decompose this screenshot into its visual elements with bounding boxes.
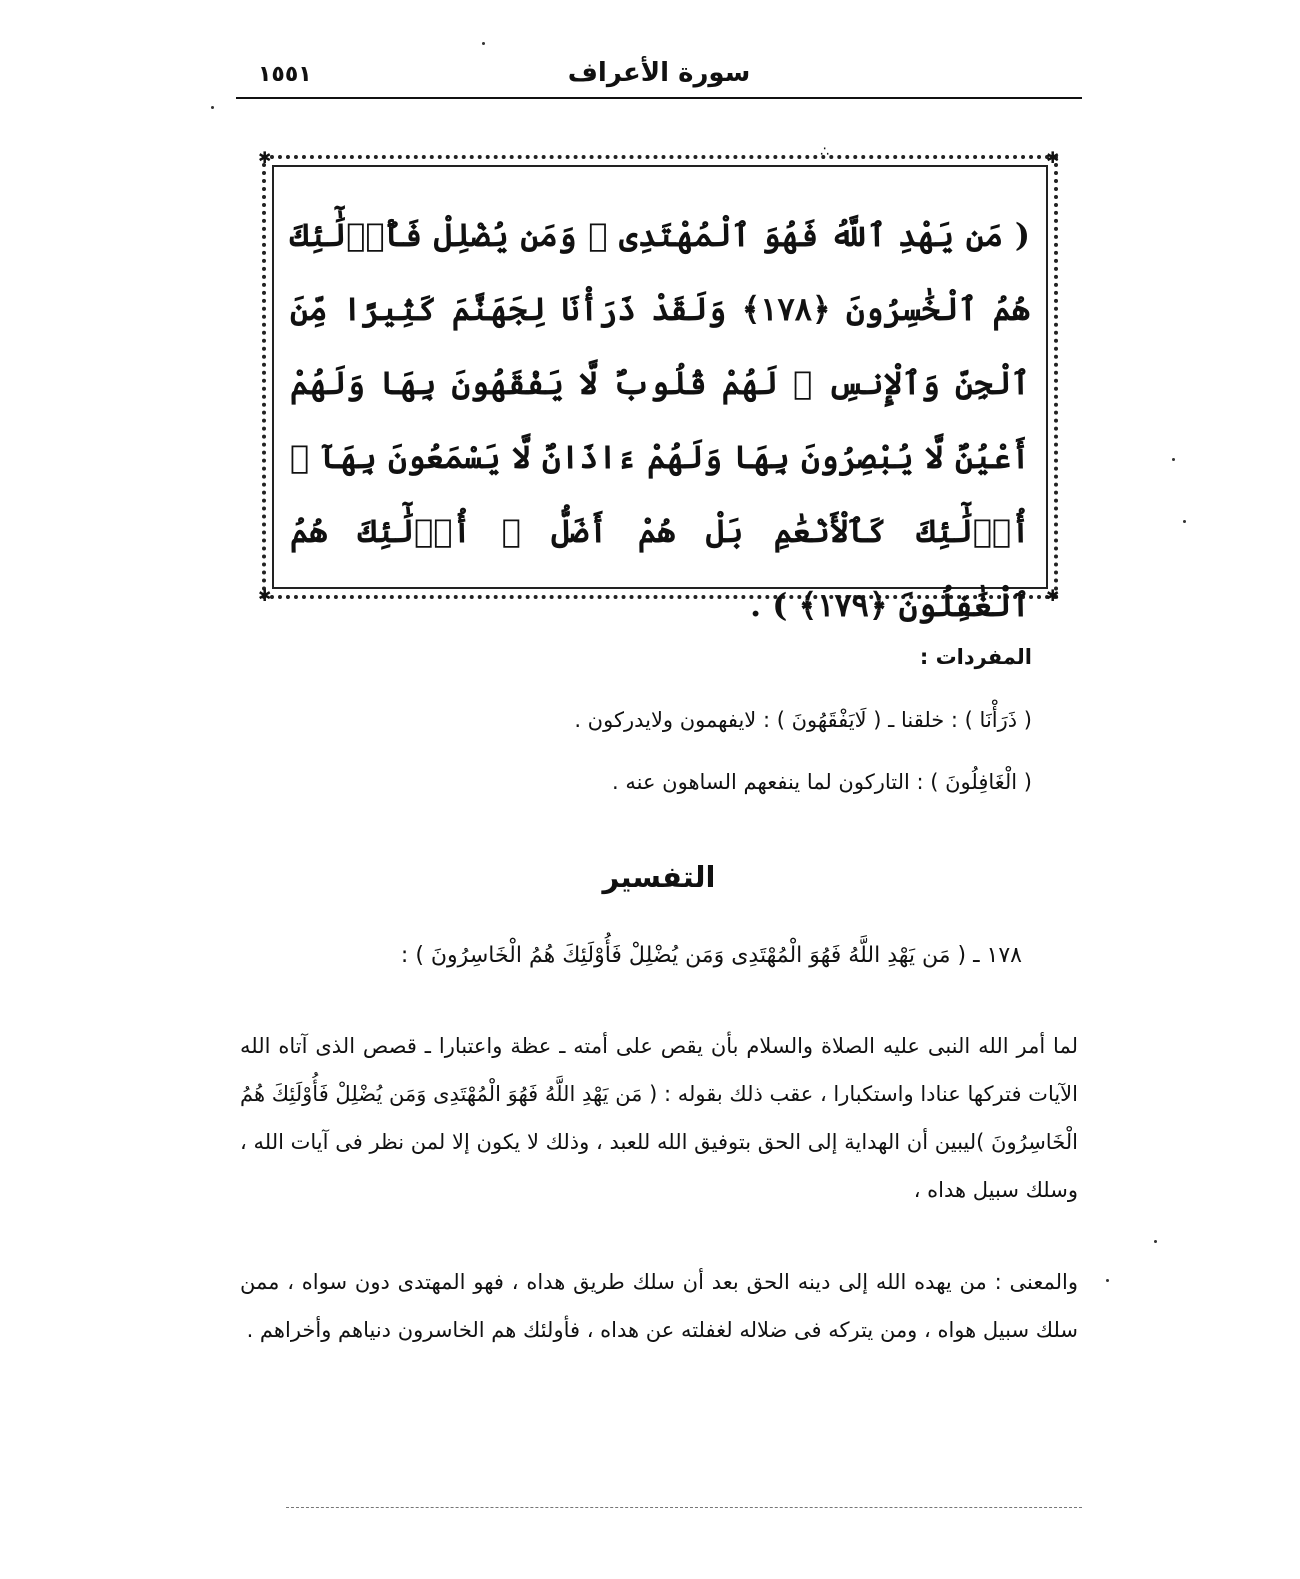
corner-star-icon: ✱ <box>1046 148 1060 167</box>
page-number: ١٥٥١ <box>258 62 312 87</box>
vocabulary-line: ( ذَرَأْنَا ) : خلقنا ـ ( لَايَفْقَهُونَ ) : لايفهمون ولايدركون . <box>574 708 1032 732</box>
header-divider <box>236 97 1082 99</box>
corner-star-icon: ✱ <box>258 586 272 605</box>
corner-star-icon: ✱ <box>258 148 272 167</box>
scan-speck <box>1183 520 1186 523</box>
scan-speck <box>1172 458 1175 461</box>
scan-speck <box>482 42 485 45</box>
tafsir-title: التفسير <box>602 860 716 894</box>
surah-title: سورة الأعراف <box>567 58 751 88</box>
frame-ornament-icon: ∴ <box>820 144 829 160</box>
tafsir-paragraph: لما أمر الله النبى عليه الصلاة والسلام بأن يقص على أمته ـ عظة واعتبارا ـ قصص الذى آتاه الله الآيات فتركها عنادا واستكبارا ، عقب ذلك بقوله : ( مَن يَهْدِ اللَّهُ فَهُوَ الْمُهْتَدِى وَمَن يُضْلِلْ فَأُوْلَئِكَ هُمُ الْخَاسِرُونَ )ليبين أن الهداية إلى الحق بتوفيق الله للعبد ، وذلك لا يكون إلا لمن نظر فى آيات الله ، وسلك سبيل هداه ، <box>240 1034 1078 1202</box>
tafsir-paragraph: والمعنى : من يهده الله إلى دينه الحق بعد أن سلك طريق هداه ، فهو المهتدى دون سواه ، ممن سلك سبيل هواه ، ومن يتركه فى ضلاله لغفلته عن هداه ، فأولئك هم الخاسرون دنياهم وأخراهم . <box>240 1270 1078 1342</box>
scan-speck <box>211 106 214 109</box>
page-header <box>236 56 1082 96</box>
tafsir-verse-reference: ١٧٨ ـ ( مَن يَهْدِ اللَّهُ فَهُوَ الْمُهْتَدِى وَمَن يُضْلِلْ فَأُوْلَئِكَ هُمُ الْخَاسِرُونَ ) : <box>400 943 1022 968</box>
scan-speck <box>1154 1240 1157 1243</box>
quran-verse-text: ( مَن يَهْدِ ٱللَّهُ فَهُوَ ٱلْمُهْتَدِى ۖ وَمَن يُضْلِلْ فَأُو۟لَٰٓئِكَ هُمُ ٱلْخَٰسِرُونَ ﴿١٧٨﴾ وَلَقَدْ ذَرَأْنَا لِجَهَنَّمَ كَثِيرًا مِّنَ ٱلْجِنِّ وَٱلْإِنسِ ۖ لَهُمْ قُلُوبٌ لَّا يَفْقَهُونَ بِهَا وَلَهُمْ أَعْيُنٌ لَّا يُبْصِرُونَ بِهَا وَلَهُمْ ءَاذَانٌ لَّا يَسْمَعُونَ بِهَآ ۚ أُو۟لَٰٓئِكَ كَٱلْأَنْعَٰمِ بَلْ هُمْ أَضَلُّ ۚ أُو۟لَٰٓئِكَ هُمُ ٱلْغَٰفِلُونَ ﴿١٧٩﴾ ) . <box>290 216 1031 624</box>
scan-speck <box>1106 1279 1109 1282</box>
vocabulary-line: ( الْغَافِلُونَ ) : التاركون لما ينفعهم الساهون عنه . <box>612 770 1032 794</box>
footer-divider <box>286 1507 1082 1508</box>
vocabulary-heading: المفردات : <box>919 645 1032 669</box>
corner-star-icon: ✱ <box>1046 586 1060 605</box>
